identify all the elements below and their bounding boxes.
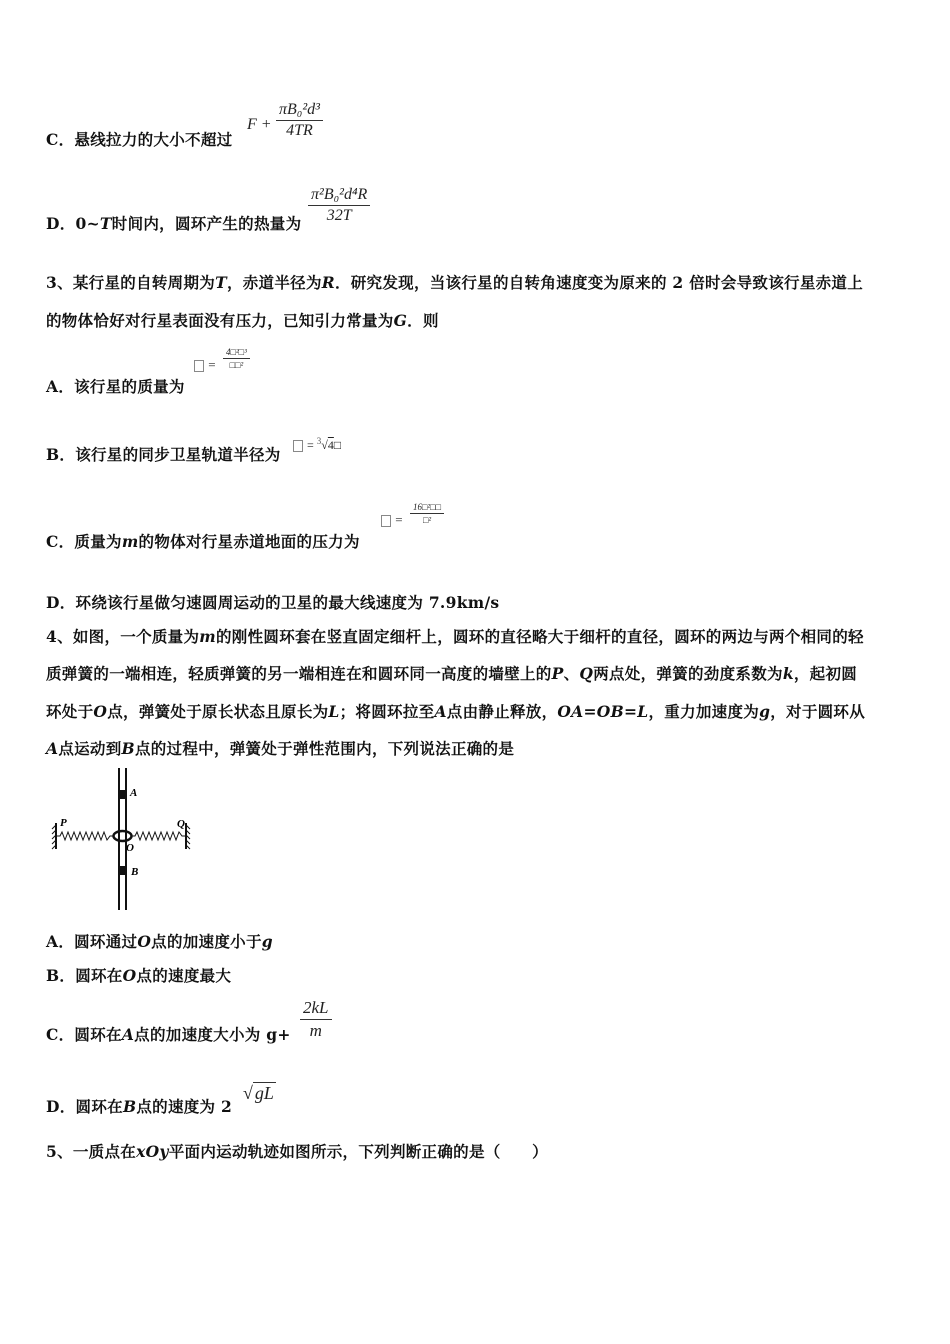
q3-option-a-fraction <box>223 347 250 370</box>
q4-l3-d: 点由静止释放， <box>446 702 558 721</box>
q4-l1-b: 的刚性圆环套在竖直固定细杆上，圆环的直径略大于细杆的直径，圆环的两边与两个相同的轻 <box>216 627 864 646</box>
q4-option-c <box>46 1023 291 1045</box>
q3-T: T <box>215 273 227 292</box>
q4-A: A <box>434 702 447 721</box>
q3-option-c-denominator: □² <box>422 515 432 525</box>
q3-stem-line1-c: ．研究发现，当该行星的自转角速度变为原来的 2 倍时会导致该行星赤道上 <box>334 273 864 292</box>
q5-xOy: xOy <box>136 1142 169 1161</box>
label-q: Q <box>177 818 185 830</box>
q4-option-a-O: O <box>137 932 152 951</box>
q4-option-c-a: C．圆环在 <box>46 1025 122 1044</box>
q3-option-a-eq: = <box>208 357 216 372</box>
q4-l2-c: 两点处，弹簧的劲度系数为 <box>593 664 783 683</box>
q4-l3-f: ，对于圆环从 <box>770 702 866 721</box>
q2-option-c-numerator: πB₀²d³ <box>276 101 323 121</box>
q4-option-c-A: A <box>121 1025 135 1044</box>
q4-option-a-b: 点的加速度小于 <box>151 932 262 951</box>
q3-option-a-label: A．该行星的质量为 <box>46 377 185 396</box>
q2-option-d-label-start: D．0~ <box>46 214 100 233</box>
q3-option-b <box>46 443 281 465</box>
label-p: P <box>60 817 67 829</box>
q3-option-a <box>46 375 185 397</box>
q4-m: m <box>199 627 216 646</box>
q2-option-d-label-end: 时间内，圆环产生的热量为 <box>111 214 302 233</box>
q4-O: O <box>93 702 108 721</box>
q4-option-a-a: A．圆环通过 <box>46 932 138 951</box>
q4-OAOB: OA=OB=L <box>557 702 649 721</box>
q5-stem-b: 平面内运动轨迹如图所示，下列判断正确的是（ ） <box>168 1142 548 1161</box>
q3-option-c-fraction <box>410 502 444 525</box>
q2-option-c-fraction <box>276 101 323 140</box>
q3-option-c-m: m <box>121 532 139 551</box>
q4-l3-e: ，重力加速度为 <box>648 702 760 721</box>
q5-stem-a: 5、一质点在 <box>46 1142 137 1161</box>
q3-stem-line2 <box>46 309 439 331</box>
q2-option-d-fraction <box>308 186 370 225</box>
q3-stem-line2-b: ．则 <box>407 311 439 330</box>
q4-option-c-numerator: 2kL <box>300 998 332 1020</box>
q3-option-b-after: □ <box>333 438 342 452</box>
ring <box>114 831 132 841</box>
q4-option-b-b: 点的速度最大 <box>136 966 232 985</box>
q4-l1-a: 4、如图，一个质量为 <box>46 627 200 646</box>
q4-option-b <box>46 964 231 986</box>
q3-G: G <box>393 311 408 330</box>
q2-option-d-numerator: π²B₀²d⁴R <box>308 186 370 206</box>
radical-icon: √ <box>321 438 328 452</box>
q4-stem-line4 <box>46 737 514 759</box>
q4-option-c-denominator: m <box>309 1021 322 1040</box>
q2-option-c-denominator: 4TR <box>286 122 313 139</box>
q4-option-d-b: 点的速度为 2 <box>136 1097 233 1116</box>
q3-stem-line2-a: 的物体恰好对行星表面没有压力，已知引力常量为 <box>46 311 394 330</box>
q3-option-a-denominator: □□² <box>229 360 244 370</box>
q2-option-c-formula-prefix: F + <box>247 116 272 133</box>
q4-g: g <box>759 702 771 721</box>
q4-option-d-sqrt <box>243 1083 276 1104</box>
q3-option-c-eq: = <box>395 512 403 527</box>
q4-l3-a: 环处于 <box>46 702 94 721</box>
q3-stem-line1-a: 3、某行星的自转周期为 <box>46 273 216 292</box>
q2-option-c <box>46 128 232 150</box>
q4-option-b-O: O <box>122 966 137 985</box>
q4-l4-c: B <box>121 739 135 758</box>
q4-Q: Q <box>579 664 594 683</box>
q3-option-a-lhs <box>193 357 216 373</box>
q3-stem-line1-b: ，赤道半径为 <box>226 273 322 292</box>
q3-option-c-label-b: 的物体对行星赤道地面的压力为 <box>138 532 360 551</box>
q4-option-a-g: g <box>261 932 273 951</box>
q2-option-d-denominator: 32T <box>326 207 352 224</box>
q4-option-b-a: B．圆环在 <box>46 966 123 985</box>
q3-option-c-symbol-box <box>381 515 391 527</box>
q3-option-c-numerator: 16□²□□ <box>410 502 444 514</box>
q4-l4-a: A <box>46 739 59 758</box>
q3-R: R <box>321 273 335 292</box>
q4-l3-b: 点，弹簧处于原长状态且原长为 <box>107 702 329 721</box>
q3-option-c-lhs <box>380 512 403 528</box>
q3-option-a-symbol-box <box>194 360 204 372</box>
q2-option-d-T: T <box>99 214 112 233</box>
q3-option-b-eq: = <box>307 438 314 452</box>
label-b: B <box>131 866 139 878</box>
q4-option-d-B: B <box>122 1097 137 1116</box>
label-a: A <box>130 787 138 799</box>
q4-P: P <box>551 664 564 683</box>
q3-option-c <box>46 530 360 552</box>
q4-l2-d: ，起初圆 <box>793 664 858 683</box>
q4-option-d-a: D．圆环在 <box>46 1097 123 1116</box>
q4-option-d <box>46 1095 232 1117</box>
q3-option-c-label-a: C．质量为 <box>46 532 122 551</box>
q3-option-b-formula <box>292 436 341 453</box>
left-spring <box>56 832 114 840</box>
q2-option-d <box>46 212 301 234</box>
q3-option-b-root-index: 3 <box>316 436 322 446</box>
q4-option-c-b: 点的加速度大小为 g+ <box>134 1025 291 1044</box>
q2-option-c-label: C．悬线拉力的大小不超过 <box>46 130 233 149</box>
label-o: O <box>126 842 134 854</box>
q3-option-d <box>46 591 499 613</box>
q4-l2-b: 、 <box>563 664 580 683</box>
q4-l3-c: ；将圆环拉至 <box>339 702 435 721</box>
q4-k: k <box>782 664 794 683</box>
q4-stem-line2 <box>46 662 857 684</box>
q4-L: L <box>328 702 340 721</box>
q4-l2-a: 质弹簧的一端相连，轻质弹簧的另一端相连在和圆环同一高度的墙壁上的 <box>46 664 552 683</box>
point-a-marker <box>120 790 125 799</box>
q5-stem <box>46 1140 548 1162</box>
q4-option-a <box>46 930 273 952</box>
q4-option-d-radicand: gL <box>254 1083 274 1103</box>
right-spring <box>131 832 186 840</box>
point-b-marker <box>120 866 125 875</box>
q4-option-c-fraction <box>300 998 332 1041</box>
q3-option-b-radicand: 4 <box>327 438 334 452</box>
q3-stem-line1 <box>46 271 863 293</box>
q4-stem-line3 <box>46 700 865 722</box>
q4-l4-b: 点运动到 <box>58 739 122 758</box>
q4-figure <box>50 765 200 913</box>
radical-icon: √ <box>243 1083 253 1103</box>
q4-l4-d: 点的过程中，弹簧处于弹性范围内，下列说法正确的是 <box>134 739 515 758</box>
q3-option-b-label: B．该行星的同步卫星轨道半径为 <box>46 445 281 464</box>
q3-option-a-numerator: 4□²□³ <box>223 347 250 359</box>
q3-option-b-symbol-box <box>293 440 303 452</box>
q4-stem-line1 <box>46 625 864 647</box>
q3-option-d-label: D．环绕该行星做匀速圆周运动的卫星的最大线速度为 7.9km/s <box>46 593 500 612</box>
